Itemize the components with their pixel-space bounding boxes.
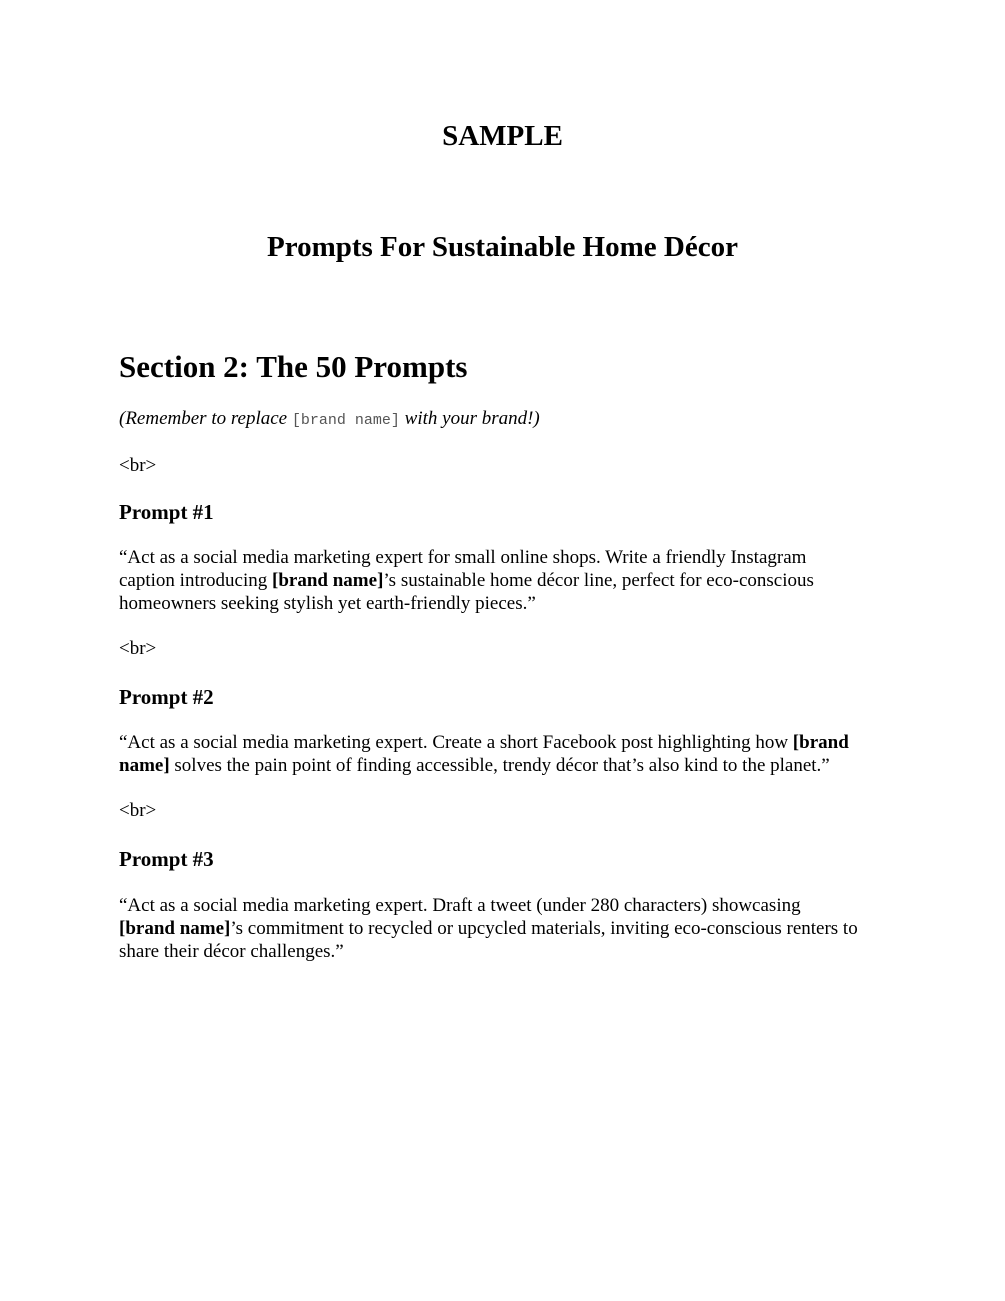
br-tag-1: <br> (119, 455, 157, 476)
prompt-body-2 (119, 731, 899, 777)
prompt-text-line (119, 917, 899, 940)
document-title: Prompts For Sustainable Home Décor (267, 231, 738, 263)
reminder-text-before: (Remember to replace (119, 408, 292, 429)
brand-name-placeholder: [brand (792, 732, 849, 753)
br-tag-2: <br> (119, 638, 157, 659)
prompt-text-segment: “Act as a social media marketing expert. Create a short Facebook post highlighting how (119, 732, 793, 753)
prompt-text-segment: “Act as a social media marketing expert for small online shops. Write a friendly Instagram (119, 547, 807, 568)
reminder-note (119, 407, 540, 433)
prompt-text-segment: share their décor challenges.” (119, 941, 344, 962)
br-tag-3: <br> (119, 800, 157, 821)
prompt-text-segment: ’s sustainable home décor line, perfect for eco-conscious (383, 570, 814, 591)
prompt-text-line (119, 569, 899, 592)
prompt-heading-2: Prompt #2 (119, 685, 214, 709)
prompt-text-segment: homeowners seeking stylish yet earth-friendly pieces.” (119, 593, 536, 614)
prompt-text-segment: “Act as a social media marketing expert. Draft a tweet (under 280 characters) showcasing (119, 895, 801, 916)
prompt-text-line (119, 731, 899, 754)
prompt-text-segment: solves the pain point of finding accessible, trendy décor that’s also kind to the planet.” (169, 755, 830, 776)
prompt-text-segment: ’s commitment to recycled or upcycled materials, inviting eco-conscious renters to (230, 918, 858, 939)
brand-name-placeholder-code: [brand name] (291, 412, 400, 429)
prompt-text-line (119, 894, 899, 917)
brand-name-placeholder: [brand name] (119, 918, 231, 939)
brand-name-placeholder: name] (119, 755, 170, 776)
brand-name-placeholder: [brand name] (272, 570, 384, 591)
section-heading: Section 2: The 50 Prompts (119, 349, 468, 384)
prompt-text-line (119, 546, 899, 569)
prompt-text-line (119, 754, 899, 777)
sample-watermark: SAMPLE (442, 120, 563, 152)
reminder-text-after: with your brand!) (399, 408, 540, 429)
prompt-heading-3: Prompt #3 (119, 847, 214, 871)
prompt-text-segment: caption introducing (119, 570, 273, 591)
prompt-body-3 (119, 894, 899, 963)
prompt-body-1 (119, 546, 899, 615)
prompt-heading-1: Prompt #1 (119, 500, 214, 524)
prompt-text-line (119, 592, 899, 615)
prompt-text-line (119, 940, 899, 963)
